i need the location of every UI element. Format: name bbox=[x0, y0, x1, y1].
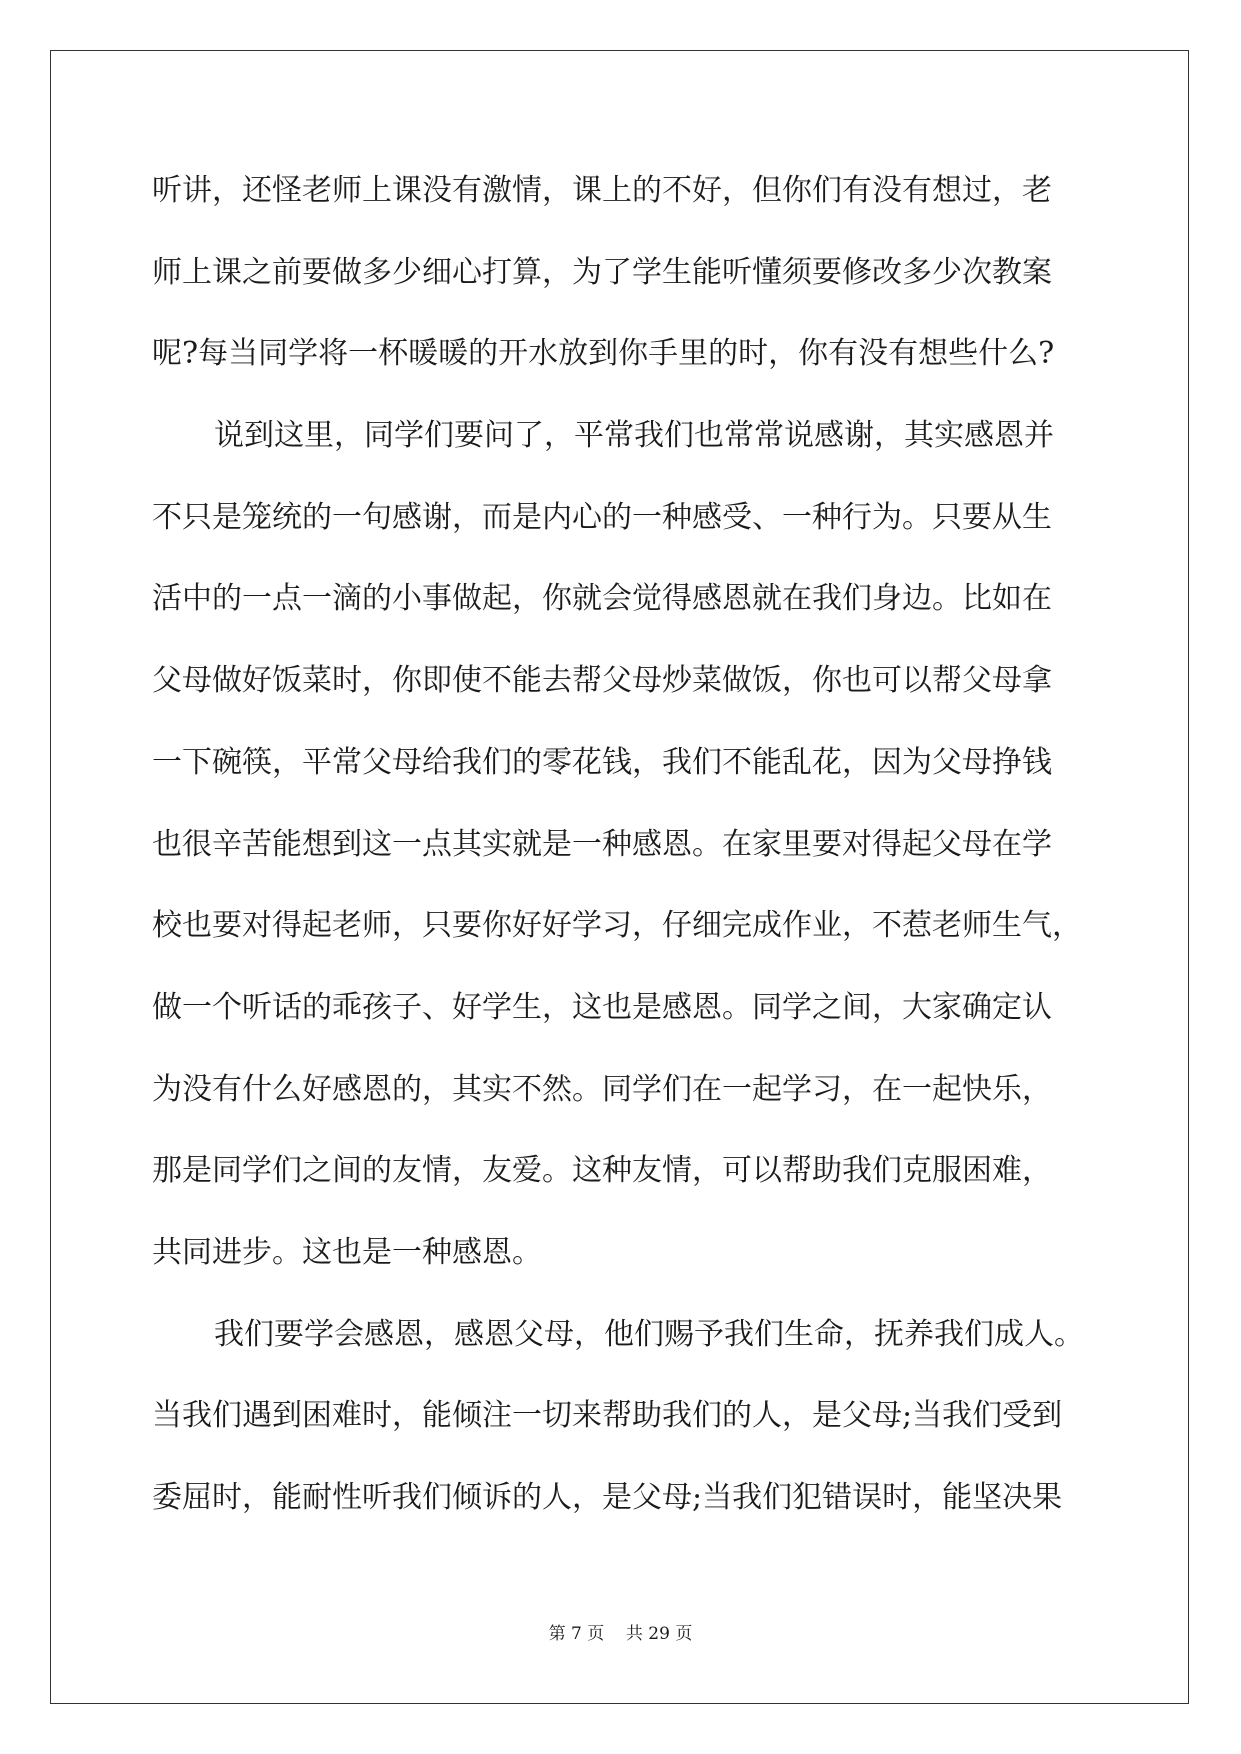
text-line: 活中的一点一滴的小事做起，你就会觉得感恩就在我们身边。比如在 bbox=[152, 581, 1052, 617]
text-line-paragraph-start: 说到这里，同学们要问了，平常我们也常常说感谢，其实感恩并 bbox=[214, 418, 1054, 454]
text-line: 那是同学们之间的友情，友爱。这种友情，可以帮助我们克服困难， bbox=[152, 1153, 1052, 1189]
text-line: 做一个听话的乖孩子、好学生，这也是感恩。同学之间，大家确定认 bbox=[152, 989, 1052, 1025]
page-number-footer: 第 7 页 共 29 页 bbox=[548, 1624, 693, 1644]
text-line: 父母做好饭菜时，你即使不能去帮父母炒菜做饭，你也可以帮父母拿 bbox=[152, 663, 1052, 699]
text-line: 校也要对得起老师，只要你好好学习，仔细完成作业，不惹老师生气， bbox=[152, 908, 1082, 944]
text-line: 也很辛苦能想到这一点其实就是一种感恩。在家里要对得起父母在学 bbox=[152, 826, 1052, 862]
text-line: 委屈时，能耐性听我们倾诉的人，是父母;当我们犯错误时，能坚决果 bbox=[152, 1480, 1063, 1515]
text-line: 一下碗筷，平常父母给我们的零花钱，我们不能乱花，因为父母挣钱 bbox=[152, 744, 1052, 780]
text-line: 当我们遇到困难时，能倾注一切来帮助我们的人，是父母;当我们受到 bbox=[152, 1398, 1063, 1434]
text-line: 师上课之前要做多少细心打算，为了学生能听懂须要修改多少次教案 bbox=[152, 254, 1052, 290]
text-line: 共同进步。这也是一种感恩。 bbox=[152, 1234, 542, 1270]
document-body bbox=[152, 163, 1092, 1552]
text-line: 不只是笼统的一句感谢，而是内心的一种感受、一种行为。只要从生 bbox=[152, 499, 1052, 535]
text-line-paragraph-start: 我们要学会感恩，感恩父母，他们赐予我们生命，抚养我们成人。 bbox=[214, 1316, 1084, 1352]
text-line: 为没有什么好感恩的，其实不然。同学们在一起学习，在一起快乐， bbox=[152, 1071, 1052, 1107]
text-line: 呢?每当同学将一杯暖暖的开水放到你手里的时，你有没有想些什么? bbox=[152, 336, 1055, 372]
text-line: 听讲，还怪老师上课没有激情，课上的不好，但你们有没有想过，老 bbox=[152, 173, 1052, 208]
